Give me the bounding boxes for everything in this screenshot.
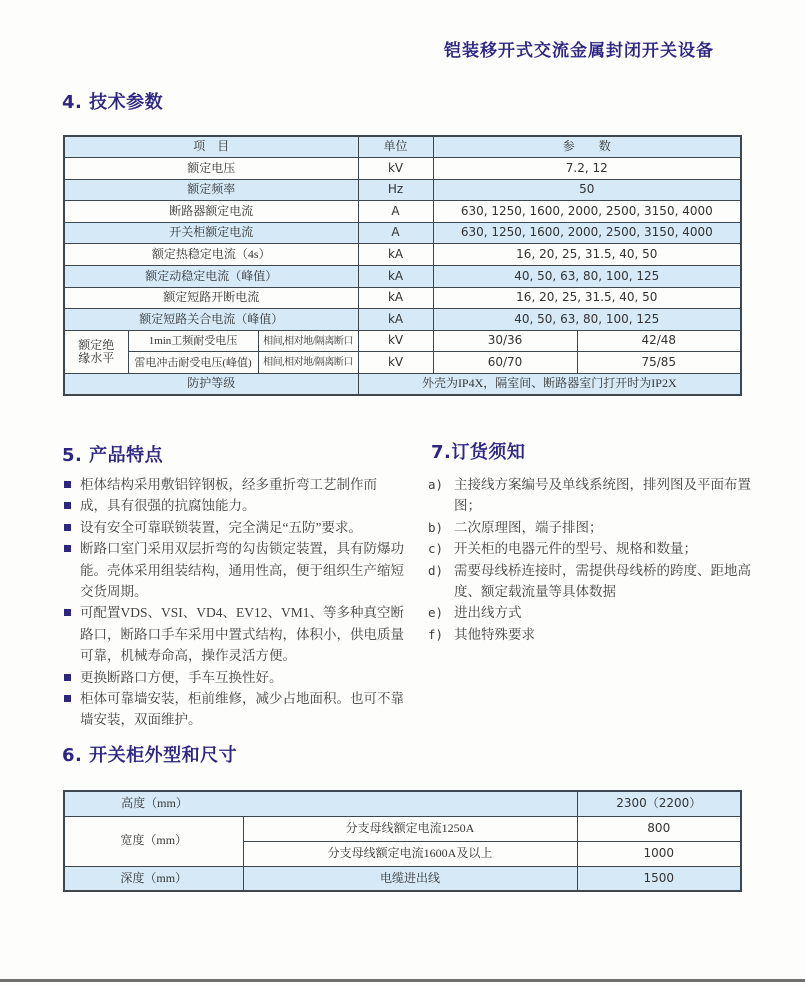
list-item	[62, 517, 412, 538]
table-row	[64, 222, 741, 244]
item-marker: f)	[428, 626, 444, 642]
item-cell: 额定电压	[64, 158, 358, 180]
insulation-name-cell: 雷电冲击耐受电压(峰值)	[128, 352, 258, 374]
depth-value-cell: 1500	[577, 866, 741, 891]
protection-label-cell: 防护等级	[64, 374, 358, 396]
list-item	[62, 495, 412, 516]
unit-cell: kA	[358, 309, 433, 331]
col-header-param: 参 数	[433, 136, 741, 158]
item-cell: 断路器额定电流	[64, 201, 358, 223]
width-value-cell: 1000	[577, 841, 741, 866]
unit-cell: A	[358, 201, 433, 223]
col-header-unit: 单位	[358, 136, 433, 158]
width-desc-cell: 分支母线额定电流1250A	[243, 816, 577, 841]
value-cell: 40, 50, 63, 80, 100, 125	[433, 266, 741, 288]
footer-divider	[0, 979, 805, 982]
item-marker: b)	[428, 519, 444, 535]
unit-cell: kV	[358, 352, 433, 374]
item-cell: 额定频率	[64, 179, 358, 201]
ordering-text: 进出线方式	[454, 605, 522, 621]
table-row	[64, 201, 741, 223]
insulation-row	[64, 330, 741, 352]
unit-cell: kA	[358, 266, 433, 288]
insulation-row	[64, 352, 741, 374]
table-header-row	[64, 136, 741, 158]
list-item	[62, 538, 412, 602]
insulation-scope-cell: 相间,相对地/隔离断口	[258, 330, 358, 352]
value-cell: 50	[433, 179, 741, 201]
unit-cell: kV	[358, 330, 433, 352]
table-row	[64, 309, 741, 331]
list-item	[62, 602, 412, 666]
width-value-cell: 800	[577, 816, 741, 841]
feature-text: 柜体结构采用敷铝锌钢板，经多重折弯工艺制作而	[80, 477, 377, 492]
section-title-dimensions: 6. 开关柜外型和尺寸	[62, 745, 238, 766]
dimensions-table	[63, 790, 742, 892]
value-cell: 75/85	[577, 352, 741, 374]
height-label-cell: 高度（mm）	[64, 791, 577, 816]
value-cell: 60/70	[433, 352, 577, 374]
ordering-text: 其他特殊要求	[454, 626, 535, 642]
ordering-text: 主接线方案编号及单线系统图，排列图及平面布置图；	[454, 477, 751, 514]
value-cell: 630, 1250, 1600, 2000, 2500, 3150, 4000	[433, 201, 741, 223]
height-row	[64, 791, 741, 816]
feature-text: 成，具有很强的抗腐蚀能力。	[80, 498, 256, 514]
bullet-square-icon	[64, 502, 71, 509]
insulation-name-cell: 1min工频耐受电压	[128, 330, 258, 352]
ordering-list	[428, 474, 764, 645]
document-header-title: 铠装移开式交流金属封闭开关设备	[444, 41, 714, 61]
width-desc-cell: 分支母线额定电流1600A及以上	[243, 841, 577, 866]
section-title-tech-params: 4. 技术参数	[62, 92, 164, 113]
width-label-cell: 宽度（mm）	[64, 816, 243, 866]
depth-desc-cell: 电缆进出线	[243, 866, 577, 891]
ordering-text: 二次原理图，端子排图；	[454, 519, 603, 535]
unit-cell: kA	[358, 244, 433, 266]
list-item	[428, 624, 764, 645]
item-cell: 额定动稳定电流（峰值）	[64, 266, 358, 288]
bullet-square-icon	[64, 545, 71, 552]
unit-cell: Hz	[358, 179, 433, 201]
value-cell: 7.2, 12	[433, 158, 741, 180]
bullet-square-icon	[64, 524, 71, 531]
item-cell: 额定热稳定电流（4s）	[64, 244, 358, 266]
feature-text: 更换断路口方便，手车互换性好。	[80, 669, 283, 685]
table-row	[64, 266, 741, 288]
item-cell: 额定短路开断电流	[64, 287, 358, 309]
bullet-square-icon	[64, 609, 71, 616]
value-cell: 16, 20, 25, 31.5, 40, 50	[433, 287, 741, 309]
unit-cell: A	[358, 222, 433, 244]
unit-cell: kV	[358, 158, 433, 180]
list-item	[62, 688, 412, 731]
insulation-group-label: 额定绝缘水平	[64, 330, 128, 373]
item-cell: 开关柜额定电流	[64, 222, 358, 244]
value-cell: 16, 20, 25, 31.5, 40, 50	[433, 244, 741, 266]
unit-cell: kA	[358, 287, 433, 309]
item-marker: d)	[428, 562, 444, 578]
list-item	[428, 474, 764, 517]
width-row	[64, 816, 741, 841]
feature-text: 断路口室门采用双层折弯的勾齿锁定装置，具有防爆功能。壳体采用组装结构，通用性高，便于组织生产缩短交货周期。	[80, 541, 404, 600]
height-value-cell: 2300（2200）	[577, 791, 741, 816]
item-marker: a)	[428, 477, 444, 492]
item-marker: e)	[428, 605, 444, 621]
value-cell: 42/48	[577, 330, 741, 352]
table-row	[64, 244, 741, 266]
list-item	[428, 538, 764, 559]
value-cell: 30/36	[433, 330, 577, 352]
depth-row	[64, 866, 741, 891]
insulation-scope-cell: 相间,相对地/隔离断口	[258, 352, 358, 374]
list-item	[62, 474, 412, 495]
section-title-ordering: 7.订货须知	[431, 442, 526, 463]
feature-text: 柜体可靠墙安装，柜前维修，减少占地面积。也可不靠墙安装，双面维护。	[80, 691, 404, 728]
feature-list	[62, 474, 412, 731]
table-row	[64, 158, 741, 180]
protection-value-cell: 外壳为IP4X，隔室间、断路器室门打开时为IP2X	[358, 374, 741, 396]
list-item	[428, 560, 764, 603]
list-item	[62, 667, 412, 688]
list-item	[428, 602, 764, 623]
tech-params-table	[63, 135, 742, 396]
protection-row	[64, 374, 741, 396]
bullet-square-icon	[64, 674, 71, 681]
table-row	[64, 287, 741, 309]
item-cell: 额定短路关合电流（峰值）	[64, 309, 358, 331]
list-item	[428, 517, 764, 538]
feature-text: 设有安全可靠联锁装置，完全满足“五防”要求。	[80, 519, 362, 535]
section-title-features: 5. 产品特点	[62, 445, 164, 466]
table-row	[64, 179, 741, 201]
value-cell: 40, 50, 63, 80, 100, 125	[433, 309, 741, 331]
col-header-item: 项 目	[64, 136, 358, 158]
depth-label-cell: 深度（mm）	[64, 866, 243, 891]
bullet-square-icon	[64, 481, 71, 488]
feature-text: 可配置VDS、VSI、VD4、EV12、VM1、等多种真空断路口，断路口手车采用中置式结构，体积小，供电质量可靠，机械寿命高，操作灵活方便。	[80, 605, 405, 664]
ordering-text: 需要母线桥连接时，需提供母线桥的跨度、距地高度、额定载流量等具体数据	[454, 562, 751, 600]
item-marker: c)	[428, 541, 444, 557]
value-cell: 630, 1250, 1600, 2000, 2500, 3150, 4000	[433, 222, 741, 244]
bullet-square-icon	[64, 695, 71, 702]
ordering-text: 开关柜的电器元件的型号、规格和数量；	[454, 541, 697, 557]
